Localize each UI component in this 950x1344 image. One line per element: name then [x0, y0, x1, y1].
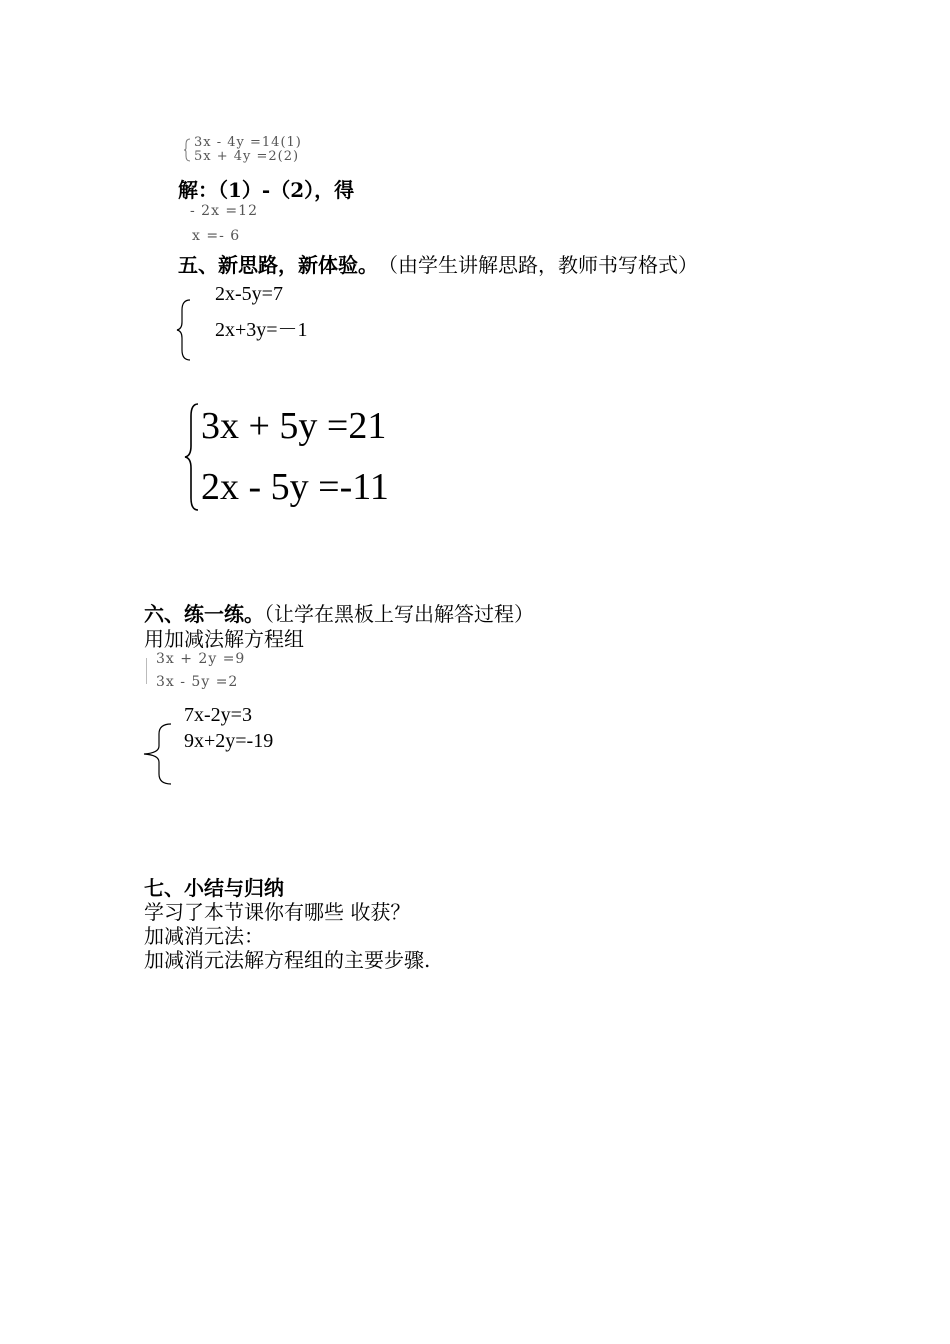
small-system-eq1: 3x - 4y =14(1): [194, 135, 302, 150]
practice1-eq2: 3x - 5y =2: [156, 674, 239, 690]
solution-step-2: x =- 6: [192, 228, 241, 244]
summary-line-3: 加减消元法解方程组的主要步骤.: [144, 948, 431, 972]
practice2-eq2: 9x+2y=-19: [184, 730, 274, 752]
practice1-eq1: 3x + 2y =9: [156, 651, 246, 667]
system2-eq2: 2x - 5y =-11: [201, 466, 389, 508]
small-system-brace: [184, 138, 192, 162]
section-6-instruction: 用加减法解方程组: [144, 627, 304, 651]
summary-line-1: 学习了本节课你有哪些 收获？: [144, 900, 411, 924]
system2-eq1: 3x + 5y =21: [201, 405, 387, 447]
practice2-eq1: 7x-2y=3: [184, 704, 252, 726]
system1-brace: [176, 298, 192, 362]
section-7-heading: 七、小结与归纳: [144, 876, 284, 900]
system1-eq2: 2x+3y=－1: [215, 319, 308, 341]
summary-line-2: 加减消元法：: [144, 924, 264, 948]
practice1-brace: [146, 658, 147, 684]
system1-eq1: 2x-5y=7: [215, 283, 283, 305]
section-5-line: [178, 249, 698, 278]
section-6-note: （让学在黑板上写出解答过程）: [264, 602, 534, 626]
practice2-brace: [143, 722, 173, 786]
solution-step-1: - 2x =12: [190, 203, 258, 219]
section-5-note: （由学生讲解思路，教师书写格式）: [388, 253, 698, 277]
system2-brace: [184, 402, 200, 512]
solution-label: 解：（1）-（2），得: [178, 178, 355, 202]
section-6-heading: 六、练一练。: [144, 602, 264, 626]
small-system-eq2: 5x + 4y =2(2): [194, 149, 300, 164]
section-5-heading: 五、新思路，新体验。: [178, 253, 378, 277]
